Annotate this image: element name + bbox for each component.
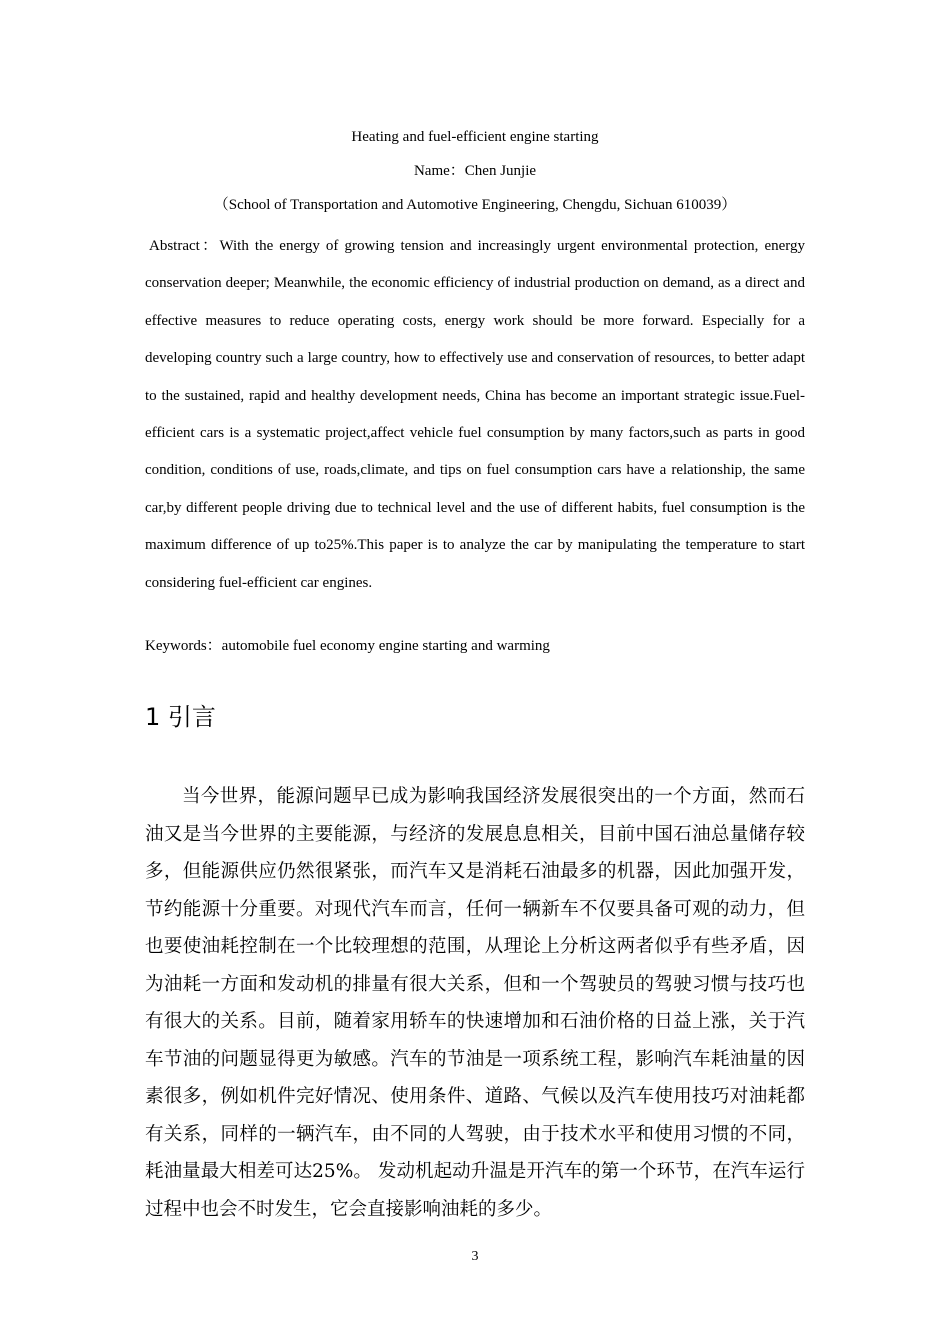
author-affiliation: （School of Transportation and Automotive Engineering, Chengdu, Sichuan 610039）	[213, 197, 737, 213]
section-paragraph: 当今世界，能源问题早已成为影响我国经济发展很突出的一个方面，然而石油又是当今世界的主要能源，与经济的发展息息相关，目前中国石油总量储存较多，但能源供应仍然很紧张，而汽车又是消耗石油最多的机器，因此加强开发，节约能源十分重要。对现代汽车而言，任何一辆新车不仅要具备可观的动力，但也要使油耗控制在一个比较理想的范围，从理论上分析这两者似乎有些矛盾，因为油耗一方面和发动机的排量有很大关系，但和一个驾驶员的驾驶习惯与技巧也有很大的关系。目前，随着家用轿车的快速增加和石油价格的日益上涨，关于汽车节油的问题显得更为敏感。汽车的节油是一项系统工程，影响汽车耗油量的因素很多，例如机件完好情况、使用条件、道路、气候以及汽车使用技巧对油耗都有关系，同样的一辆汽车，由不同的人驾驶，由于技术水平和使用习惯的不同，耗油量最大相差可达25%。 发动机起动升温是开汽车的第一个环节，在汽车运行过程中也会不时发生，它会直接影响油耗的多少。	[145, 786, 805, 1220]
author-name: Name：Chen Junjie	[413, 163, 537, 179]
keywords-line: Keywords：automobile fuel economy engine starting and warming	[145, 638, 550, 654]
abstract-paragraph	[145, 228, 805, 602]
paper-title: Heating and fuel-efficient engine starting	[351, 129, 599, 145]
page-number: 3	[471, 1249, 479, 1264]
abstract-text: Abstract：With the energy of growing tension and increasingly urgent environmental protection, energy conservation deeper; Meanwhile, the economic efficiency of industrial production on demand, as a direct and effective measures to reduce operating costs, energy work should be more forward. Especially for a developing country such a large country, how to effectively use and conservation of resources, to better adapt to the sustained, rapid and healthy development needs, China has become an important strategic issue.Fuel-efficient cars is a systematic project,affect vehicle fuel consumption by many factors,such as parts in good condition, conditions of use, roads,climate, and tips on fuel consumption cars have a relationship, the same car,by different people driving due to technical level and the use of different habits, fuel consumption is the maximum difference of up to25%.This paper is to analyze the car by manipulating the temperature to start considering fuel-efficient car engines.	[145, 238, 805, 591]
section-heading: 1 引言	[145, 703, 216, 731]
